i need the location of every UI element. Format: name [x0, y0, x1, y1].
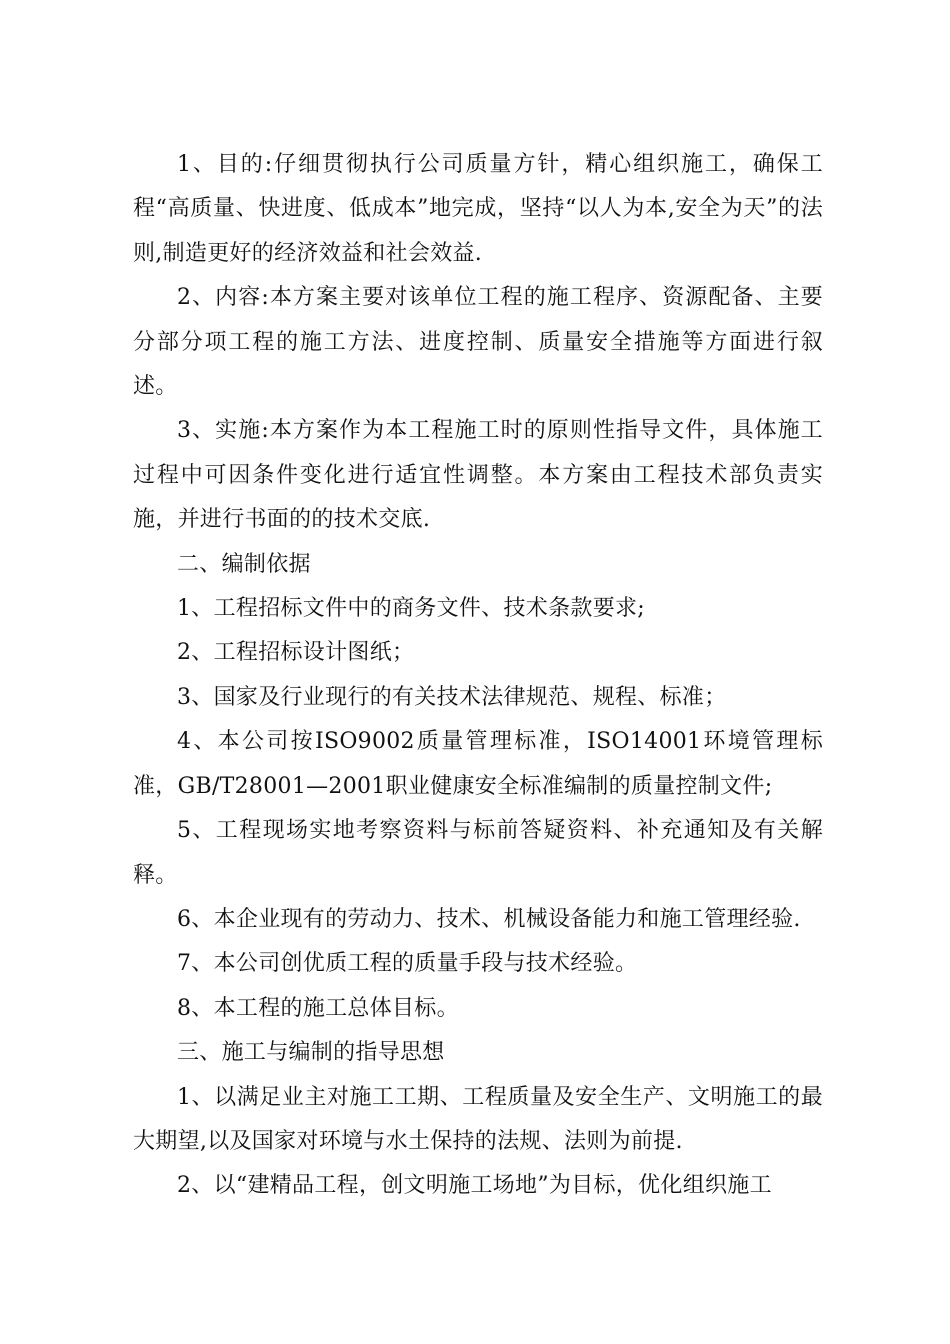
basis-item-8: 8、本工程的施工总体目标。 [177, 995, 459, 1021]
document-body [133, 143, 823, 1209]
basis-item-3: 3、国家及行业现行的有关技术法律规范、规程、标准； [177, 684, 727, 710]
basis-item-5: 5、工程现场实地考察资料与标前答疑资料、补充通知及有关解释。 [133, 818, 823, 888]
basis-item-6: 6、本企业现有的劳动力、技术、机械设备能力和施工管理经验. [177, 906, 801, 932]
basis-item-4: 4、本公司按ISO9002质量管理标准，ISO14001环境管理标准，GB/T28001—2001职业健康安全标准编制的质量控制文件; [133, 729, 823, 799]
paragraph-purpose: 1、目的:仔细贯彻执行公司质量方针，精心组织施工，确保工程“高质量、快进度、低成本”地完成，坚持“以人为本,安全为天”的法则,制造更好的经济效益和社会效益. [133, 152, 823, 266]
basis-item-7: 7、本公司创优质工程的质量手段与技术经验。 [177, 951, 638, 977]
paragraph-content: 2、内容:本方案主要对该单位工程的施工程序、资源配备、主要分部分项工程的施工方法、进度控制、质量安全措施等方面进行叙述。 [133, 285, 823, 400]
section-heading-guiding-idea: 三、施工与编制的指导思想 [177, 1040, 445, 1066]
paragraph-implementation: 3、实施:本方案作为本工程施工时的原则性指导文件，具体施工过程中可因条件变化进行适宜性调整。本方案由工程技术部负责实施，并进行书面的的技术交底. [133, 418, 823, 533]
guiding-item-1: 1、以满足业主对施工工期、工程质量及安全生产、文明施工的最大期望,以及国家对环境与水土保持的法规、法则为前提. [133, 1084, 823, 1154]
basis-item-2: 2、工程招标设计图纸； [177, 640, 415, 666]
basis-item-1: 1、工程招标文件中的商务文件、技术条款要求; [177, 596, 646, 622]
section-heading-basis: 二、编制依据 [177, 551, 311, 577]
guiding-item-2: 2、以“建精品工程，创文明施工场地”为目标，优化组织施工 [177, 1173, 772, 1199]
